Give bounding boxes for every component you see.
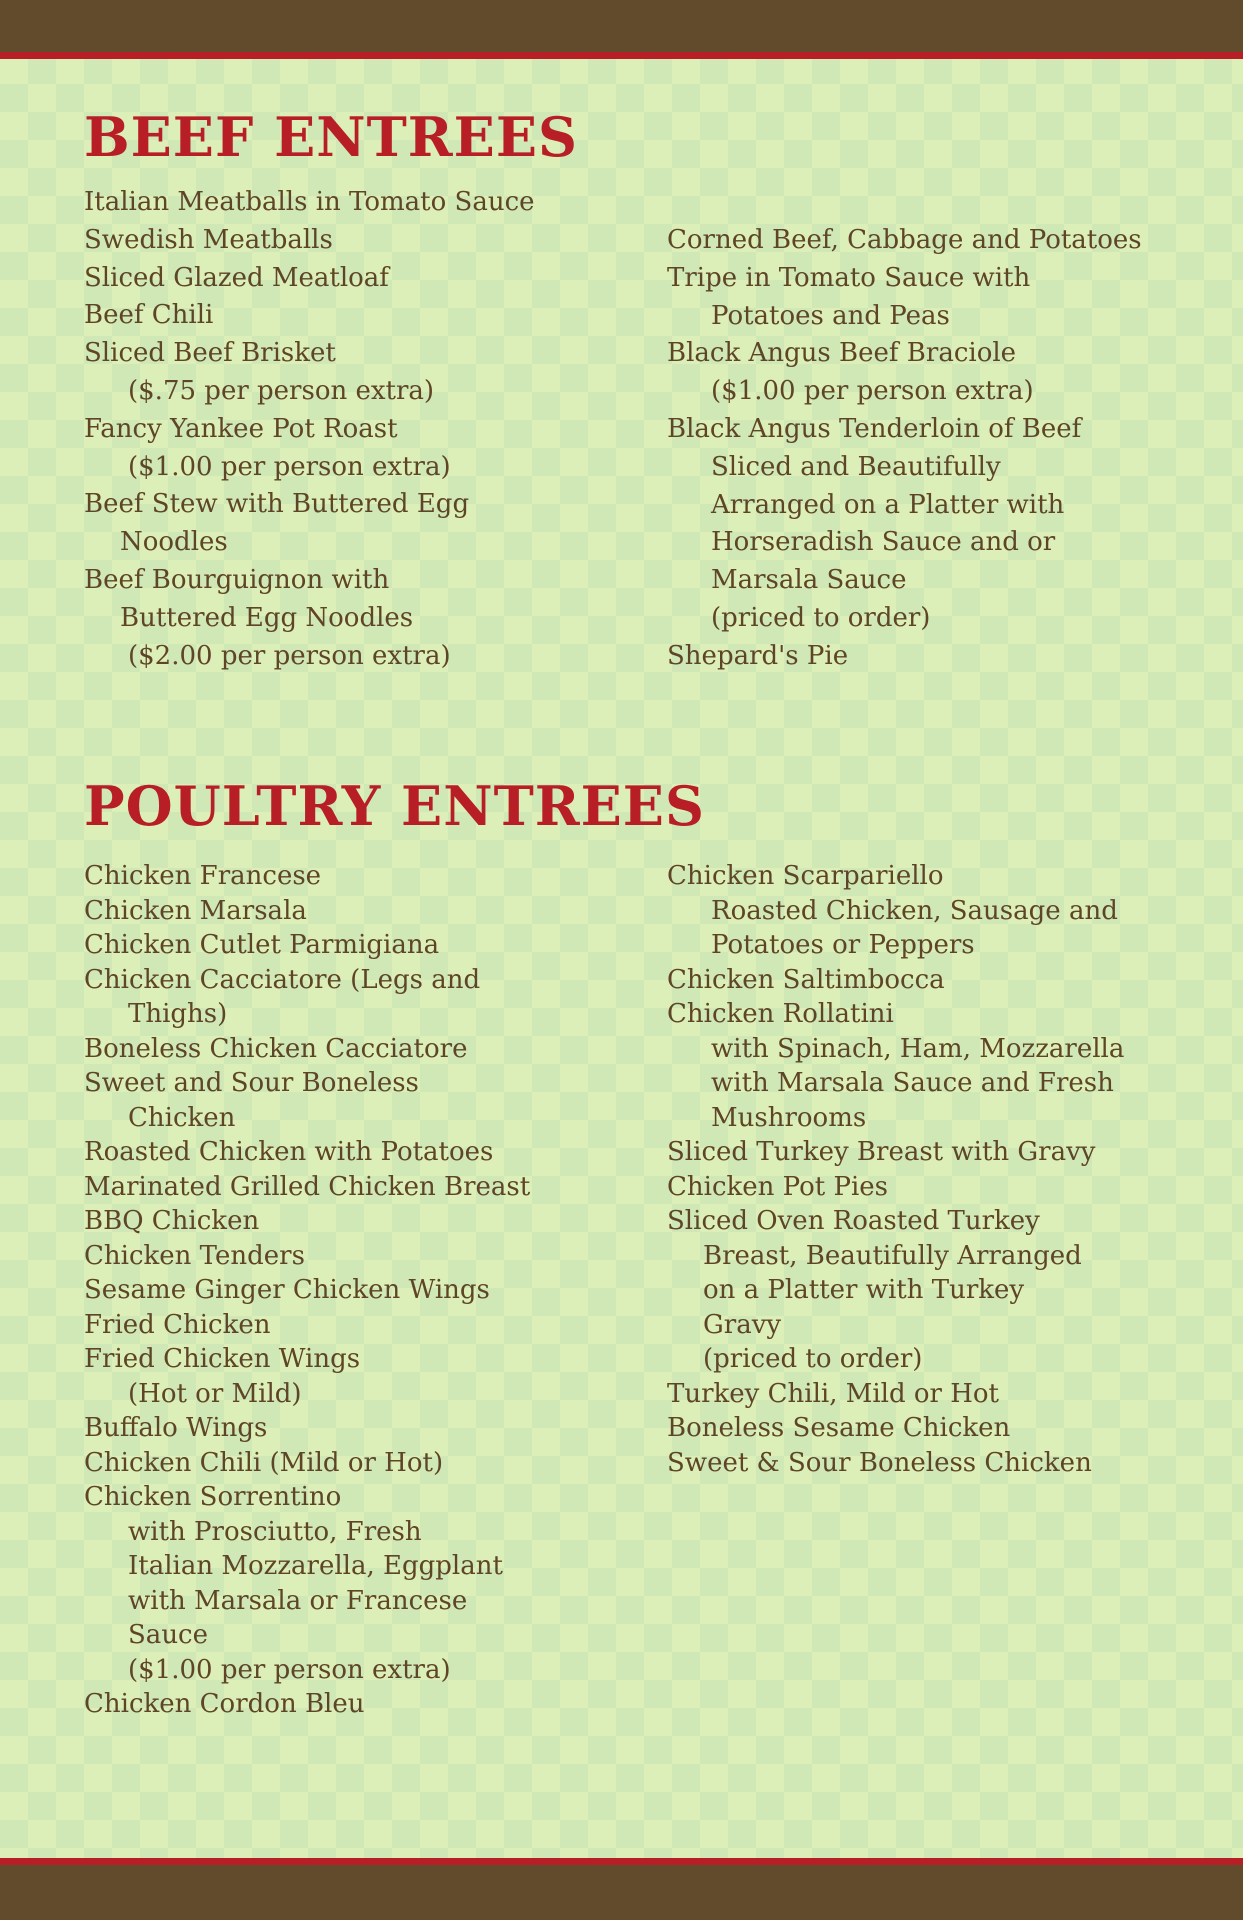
- menu-item: Marsala Sauce: [711, 565, 907, 596]
- menu-item: Chicken Chili (Mild or Hot): [84, 1447, 444, 1478]
- menu-item: Roasted Chicken with Potatoes: [84, 1137, 494, 1167]
- menu-item: Sauce: [128, 1620, 209, 1650]
- menu-item: Swedish Meatballs: [84, 224, 333, 255]
- top-border-band: [0, 0, 1243, 59]
- menu-item: Mushrooms: [711, 1102, 867, 1133]
- menu-item: Beef Chili: [84, 300, 214, 331]
- menu-item: Italian Mozzarella, Eggplant: [128, 1551, 503, 1581]
- menu-item: Thighs): [128, 999, 228, 1029]
- menu-item: Sliced Turkey Breast with Gravy: [667, 1137, 1096, 1167]
- menu-item: Chicken Cordon Bleu: [84, 1689, 365, 1719]
- menu-item: Tripe in Tomato Sauce with: [667, 262, 1031, 293]
- menu-item: Black Angus Tenderloin of Beef: [667, 413, 1082, 444]
- bottom-border-band: [0, 1858, 1243, 1920]
- menu-item: Sliced Oven Roasted Turkey: [667, 1206, 1040, 1236]
- menu-item: Buffalo Wings: [84, 1413, 268, 1443]
- menu-item: Italian Meatballs in Tomato Sauce: [84, 187, 535, 217]
- menu-item: Potatoes and Peas: [711, 300, 950, 331]
- menu-item: Chicken Tenders: [84, 1240, 305, 1271]
- menu-item: Potatoes or Peppers: [711, 930, 975, 960]
- menu-item: BBQ Chicken: [84, 1206, 260, 1236]
- menu-item: Shepard's Pie: [667, 640, 849, 671]
- beef-list-right: [667, 222, 1227, 676]
- menu-item: Chicken Saltimbocca: [667, 964, 945, 995]
- menu-item: Sweet & Sour Boneless Chicken: [667, 1447, 1092, 1478]
- menu-item: ($1.00 per person extra): [711, 376, 1034, 407]
- menu-item: Arranged on a Platter with: [711, 489, 1065, 520]
- menu-item: Sliced Beef Brisket: [84, 338, 336, 369]
- menu-item: Chicken Rollatini: [667, 999, 894, 1029]
- menu-item: ($1.00 per person extra): [128, 1654, 451, 1685]
- menu-item: Roasted Chicken, Sausage and: [711, 895, 1118, 926]
- menu-item: with Prosciutto, Fresh: [128, 1516, 422, 1547]
- menu-item: Sliced Glazed Meatloaf: [84, 262, 389, 293]
- menu-item: (priced to order): [703, 1344, 923, 1374]
- beef-entrees-heading: BEEF ENTREES: [84, 105, 578, 169]
- menu-item: Turkey Chili, Mild or Hot: [667, 1378, 1000, 1409]
- menu-item: Horseradish Sauce and or: [711, 527, 1056, 558]
- menu-item: Sweet and Sour Boneless: [84, 1068, 419, 1098]
- menu-item: (Hot or Mild): [128, 1378, 302, 1409]
- menu-item: with Spinach, Ham, Mozzarella: [711, 1033, 1125, 1064]
- menu-item: ($1.00 per person extra): [128, 451, 451, 482]
- menu-item: ($2.00 per person extra): [128, 640, 451, 671]
- menu-item: Gravy: [703, 1309, 782, 1340]
- menu-item: Sesame Ginger Chicken Wings: [84, 1275, 490, 1305]
- menu-item: Chicken: [128, 1102, 236, 1133]
- menu-item: Fried Chicken Wings: [84, 1344, 361, 1374]
- menu-item: Buttered Egg Noodles: [120, 602, 414, 633]
- menu-item: on a Platter with Turkey: [703, 1275, 1025, 1305]
- menu-item: Fried Chicken: [84, 1309, 271, 1340]
- menu-item: Corned Beef, Cabbage and Potatoes: [667, 225, 1142, 255]
- menu-item: Chicken Pot Pies: [667, 1171, 889, 1202]
- menu-item: Chicken Scarpariello: [667, 861, 944, 891]
- menu-item: Beef Bourguignon with: [84, 564, 390, 595]
- beef-list-left: [84, 184, 644, 675]
- menu-item: Sliced and Beautifully: [711, 451, 1001, 482]
- menu-item: (priced to order): [711, 602, 931, 633]
- menu-item: Beef Stew with Buttered Egg: [84, 489, 470, 520]
- poultry-list-right: [667, 859, 1227, 1480]
- menu-item: with Marsala Sauce and Fresh: [711, 1068, 1114, 1098]
- menu-item: Boneless Chicken Cacciatore: [84, 1033, 468, 1064]
- menu-item: ($.75 per person extra): [128, 375, 435, 406]
- menu-item: Boneless Sesame Chicken: [667, 1413, 1011, 1443]
- menu-item: Marinated Grilled Chicken Breast: [84, 1171, 531, 1202]
- menu-item: Chicken Cacciatore (Legs and: [84, 964, 481, 995]
- menu-item: Fancy Yankee Pot Roast: [84, 413, 398, 444]
- menu-item: Chicken Sorrentino: [84, 1482, 342, 1512]
- menu-item: Breast, Beautifully Arranged: [703, 1240, 1082, 1271]
- menu-item: Chicken Francese: [84, 861, 322, 891]
- poultry-list-left: [84, 859, 644, 1722]
- poultry-entrees-heading: POULTRY ENTREES: [84, 774, 705, 838]
- menu-item: with Marsala or Francese: [128, 1585, 468, 1616]
- menu-item: Black Angus Beef Braciole: [667, 338, 1017, 369]
- menu-item: Noodles: [120, 527, 228, 558]
- menu-item: Chicken Cutlet Parmigiana: [84, 930, 440, 960]
- menu-item: Chicken Marsala: [84, 895, 307, 926]
